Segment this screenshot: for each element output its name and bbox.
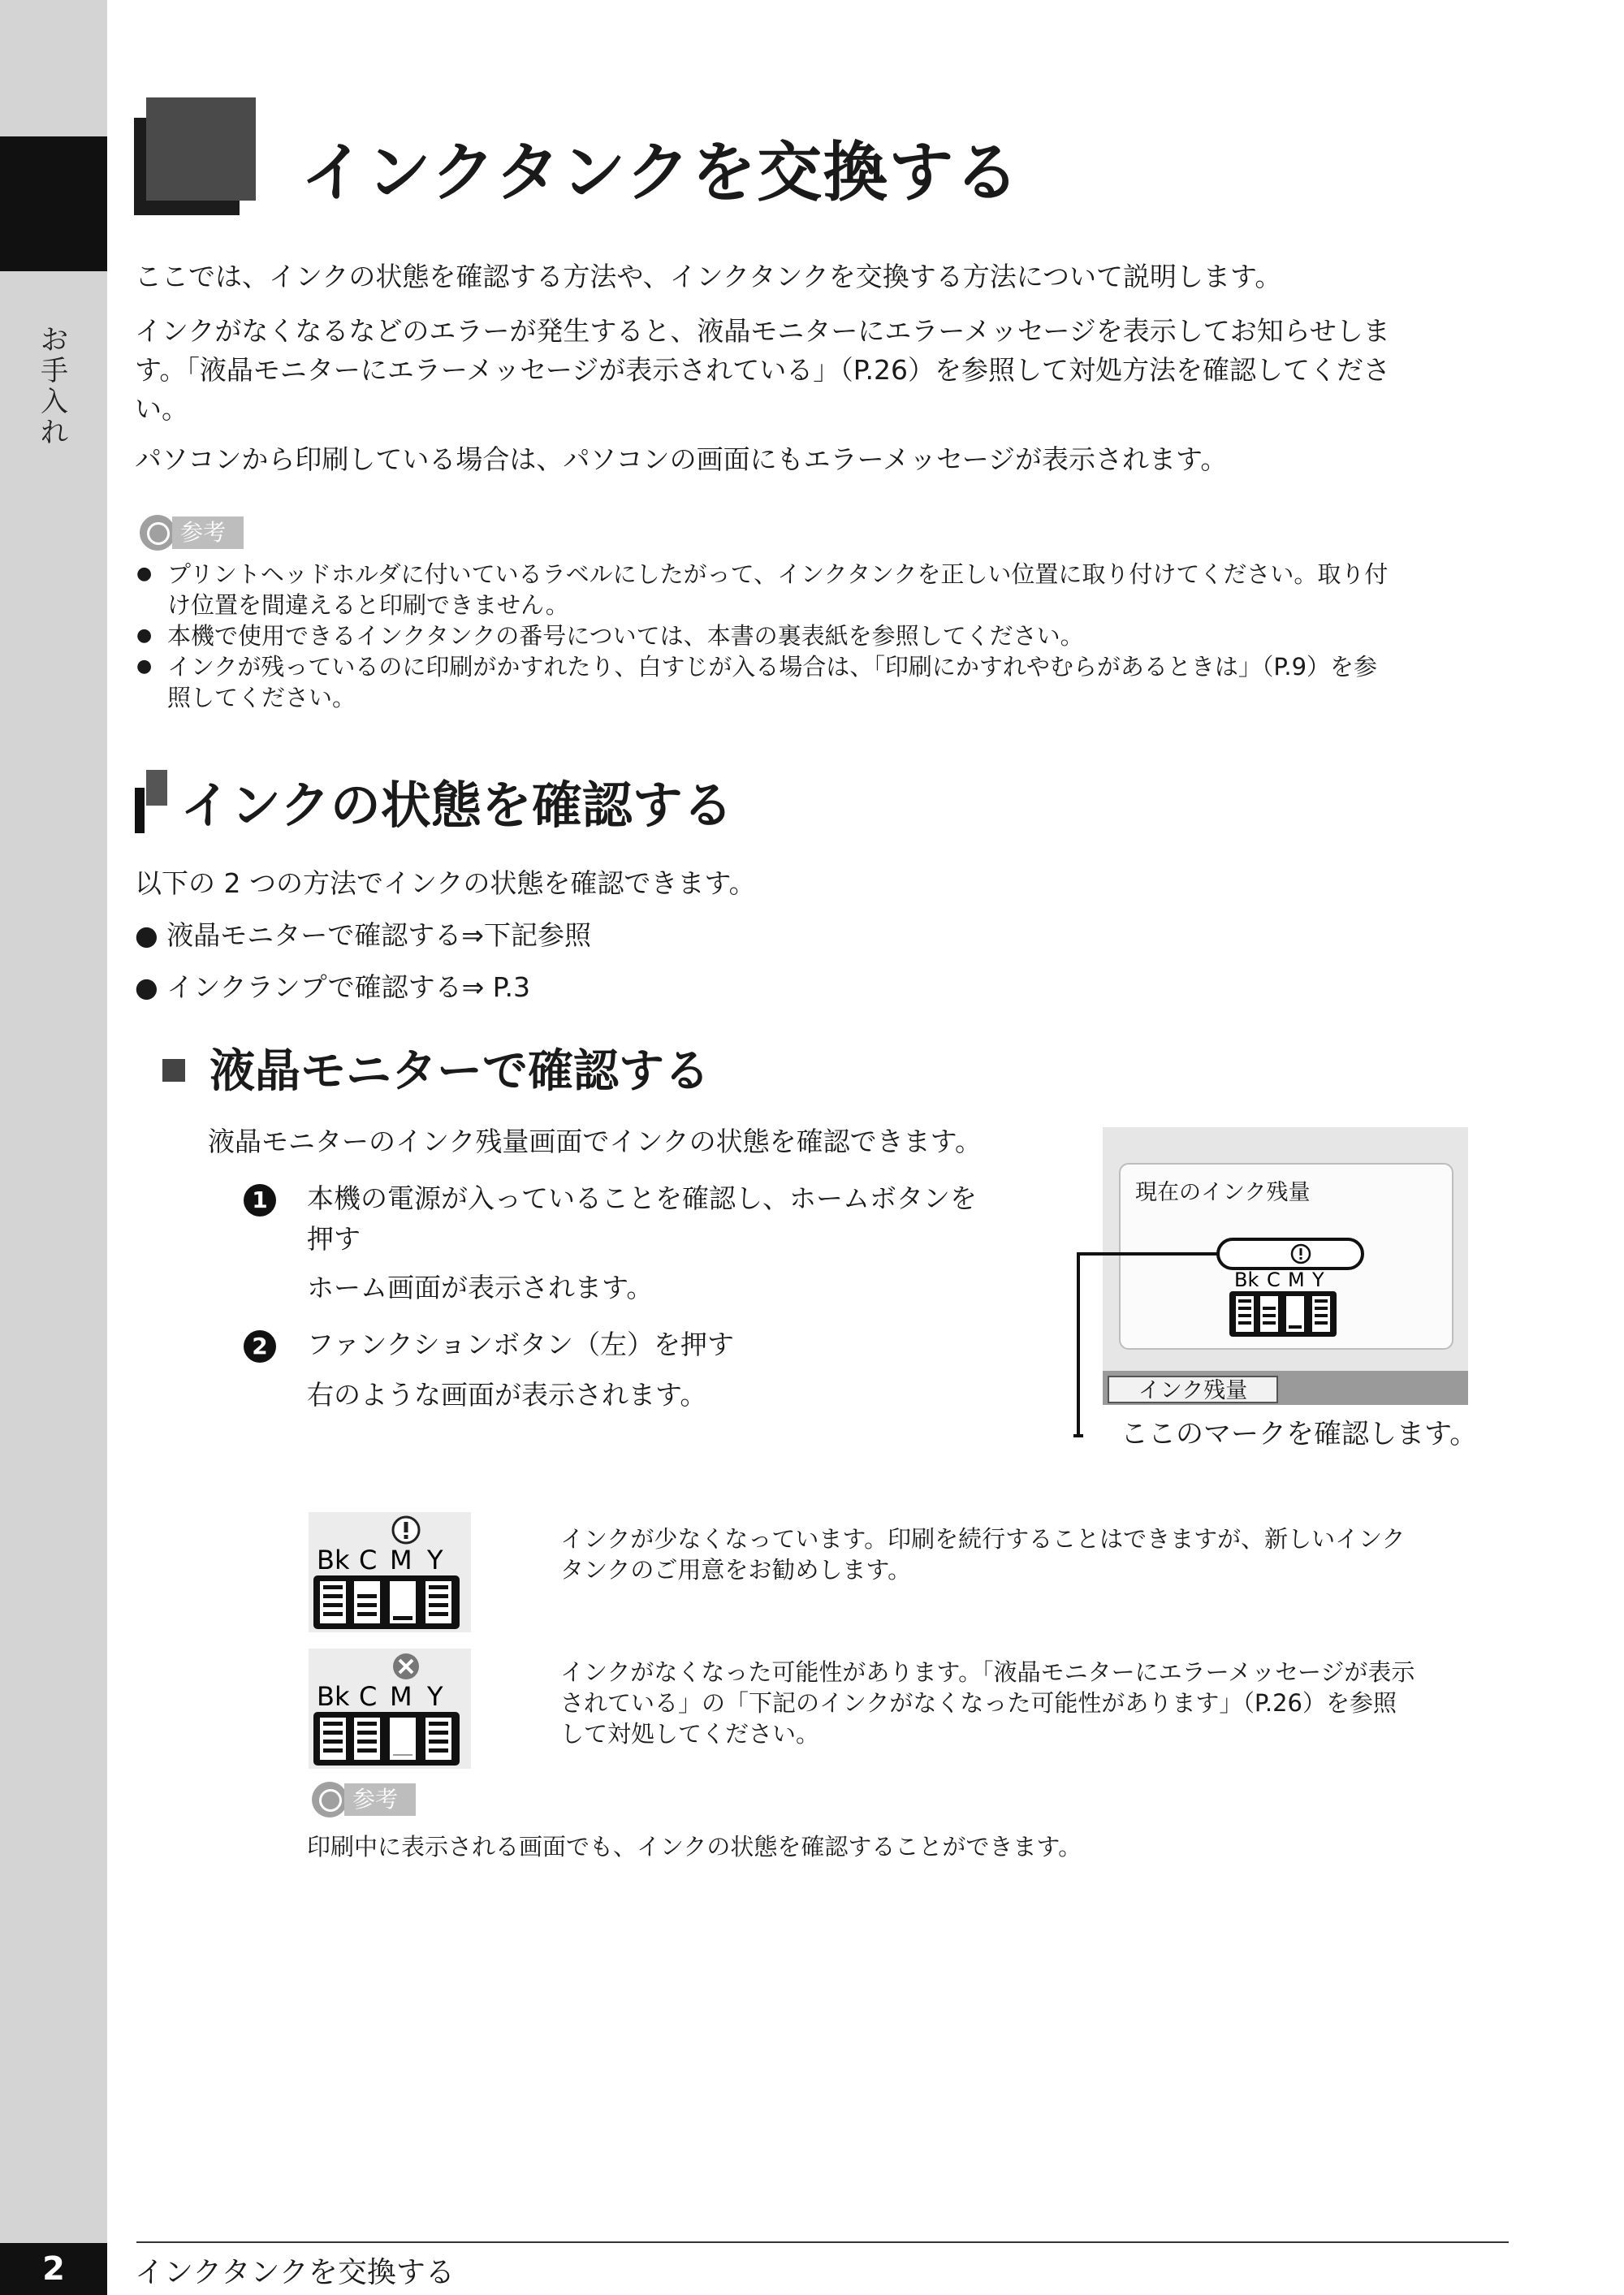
note-item: ● インクが残っているのに印刷がかすれたり、白すじが入る場合は、「印刷にかすれやむらがあるときは」（P.9）を参 照してください。 (136, 651, 1517, 713)
ink-out-gauge (309, 1649, 471, 1769)
note-tag: 参考 (140, 513, 245, 552)
note-item: ● プリントヘッドホルダに付いているラベルにしたがって、インクタンクを正しい位置に取り付けてください。取り付 け位置を間違えると印刷できません。 (136, 559, 1517, 620)
footer-rule (136, 2241, 1509, 2243)
lcd-tab-ink-level: インク残量 (1108, 1376, 1278, 1403)
method-item: ● インクランプで確認する⇒ P.3 (135, 971, 531, 1003)
svg-text:Bk: Bk (317, 1681, 350, 1712)
svg-text:Bk: Bk (317, 1545, 350, 1575)
step-number: 1 (244, 1184, 276, 1217)
callout-line (1078, 1254, 1218, 1436)
subsection-lead: 液晶モニターのインク残量画面でインクの状態を確認できます。 (208, 1126, 983, 1157)
page-number: 2 (0, 2243, 107, 2295)
sidebar-section-label: お 手 入 れ (41, 324, 68, 449)
callout-line-end (1073, 1434, 1083, 1437)
ink-out-description: インクがなくなった可能性があります。「液晶モニターにエラーメッセージが表示 されている」の「下記のインクがなくなった可能性があります」（P.26）を参照 して対処してください。 (560, 1658, 1415, 1748)
subsection-heading: 液晶モニターで確認する (209, 1045, 710, 1098)
heading-marker (146, 770, 167, 806)
note-item: ● 本機で使用できるインクタンクの番号については、本書の裏表紙を参照してください。 (136, 620, 1517, 651)
lcd-gauge-and-callout (1072, 1225, 1380, 1436)
page-title: インクタンクを交換する (300, 135, 1021, 210)
step-result: ホーム画面が表示されます。 (307, 1272, 654, 1303)
svg-text:M: M (390, 1681, 412, 1712)
running-title: インクタンクを交換する (135, 2256, 455, 2289)
section-heading: インクの状態を確認する (180, 776, 733, 835)
note-tag: 参考 (312, 1780, 417, 1819)
method-item: ● 液晶モニターで確認する⇒下記参照 (135, 919, 591, 951)
bottom-note: 印刷中に表示される画面でも、インクの状態を確認することができます。 (307, 1833, 1082, 1861)
intro-pc-note: パソコンから印刷している場合は、パソコンの画面にもエラーメッセージが表示されます。 (135, 443, 1228, 475)
ink-low-gauge (309, 1512, 471, 1632)
lcd-callout-text: ここのマークを確認します。 (1121, 1418, 1478, 1450)
intro-para2-line3: い。 (135, 393, 188, 425)
lcd-screen-title: 現在のインク残量 (1135, 1180, 1311, 1205)
intro-para2-line2: す。「液晶モニターにエラーメッセージが表示されている」（P.26）を参照して対処方法を確認してくださ (135, 354, 1390, 386)
svg-text:C: C (359, 1681, 378, 1712)
notes-list (136, 559, 1517, 713)
svg-text:Y: Y (427, 1681, 443, 1712)
subheading-square-icon (162, 1059, 185, 1082)
title-decoration-front (146, 97, 256, 201)
ink-label: Bk (1234, 1269, 1259, 1291)
heading-marker (135, 788, 145, 833)
ink-label: M (1288, 1269, 1305, 1291)
intro-para2-line1: インクがなくなるなどのエラーが発生すると、液晶モニターにエラーメッセージを表示してお知らせしま (135, 315, 1390, 347)
paperclip-icon (140, 515, 175, 551)
step-text: 本機の電源が入っていることを確認し、ホームボタンを (307, 1182, 977, 1214)
section-lead: 以下の 2 つの方法でインクの状態を確認できます。 (135, 867, 756, 899)
highlight-oval (1218, 1239, 1363, 1269)
ink-label: C (1267, 1269, 1281, 1291)
step-number: 2 (244, 1330, 276, 1363)
step-result: 右のような画面が表示されます。 (307, 1379, 707, 1411)
step-text: 押す (307, 1223, 361, 1255)
svg-text:C: C (359, 1545, 378, 1575)
ink-label: Y (1312, 1269, 1324, 1291)
sidebar-chapter-tab (0, 136, 107, 271)
svg-text:Y: Y (427, 1545, 443, 1575)
step-text: ファンクションボタン（左）を押す (307, 1329, 735, 1360)
paperclip-icon (312, 1782, 348, 1817)
intro-line: ここでは、インクの状態を確認する方法や、インクタンクを交換する方法について説明します。 (135, 261, 1282, 292)
ink-low-description: インクが少なくなっています。印刷を続行することはできますが、新しいインク タンクのご用意をお勧めします。 (560, 1525, 1406, 1584)
svg-text:M: M (390, 1545, 412, 1575)
